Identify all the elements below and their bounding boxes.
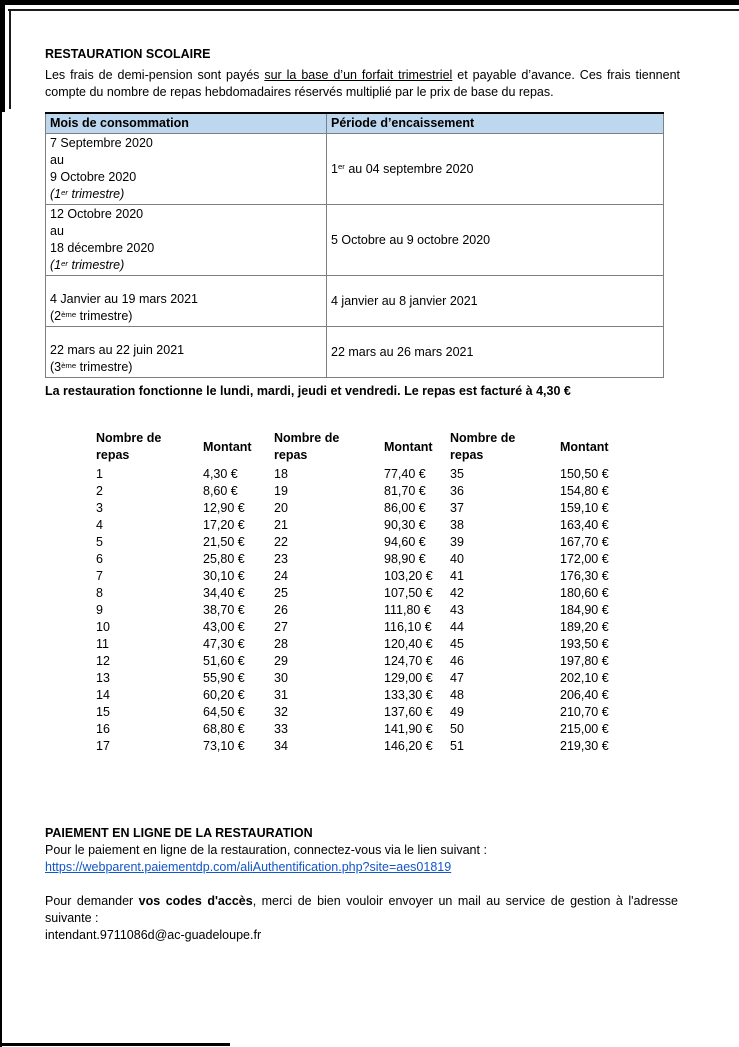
text-segment: trimestre)	[68, 187, 125, 201]
intro-underlined-text: sur la base d’un forfait trimestriel	[264, 68, 453, 82]
repas-count-cell: 6	[96, 552, 103, 566]
repas-count-cell: 33	[274, 722, 288, 736]
scan-border-left	[9, 9, 11, 109]
payment-instruction: Pour le paiement en ligne de la restauration, connectez-vous via le lien suivant :	[45, 843, 487, 857]
montant-cell: 193,50 €	[560, 637, 609, 651]
montant-cell: 68,80 €	[203, 722, 245, 736]
repas-count-cell: 45	[450, 637, 464, 651]
montant-cell: 159,10 €	[560, 501, 609, 515]
repas-count-cell: 5	[96, 535, 103, 549]
montant-cell: 47,30 €	[203, 637, 245, 651]
consommation-cell	[46, 327, 327, 378]
montant-cell: 81,70 €	[384, 484, 426, 498]
repas-count-cell: 1	[96, 467, 103, 481]
consommation-line	[50, 291, 323, 308]
schedule-row	[46, 134, 664, 205]
montant-cell: 150,50 €	[560, 467, 609, 481]
repas-count-cell: 50	[450, 722, 464, 736]
montant-cell: 137,60 €	[384, 705, 433, 719]
repas-count-cell: 29	[274, 654, 288, 668]
codes-text-1: Pour demander	[45, 894, 139, 908]
encaissement-line	[331, 344, 660, 361]
superscript-text: er	[61, 187, 69, 197]
repas-count-cell: 47	[450, 671, 464, 685]
montant-cell: 197,80 €	[560, 654, 609, 668]
price-header-montant: Montant	[560, 439, 609, 454]
repas-count-cell: 26	[274, 603, 288, 617]
consommation-line	[50, 308, 323, 325]
consommation-line	[50, 257, 323, 274]
repas-count-cell: 42	[450, 586, 464, 600]
price-header-nombre-de-repas: Nombre de repas	[96, 431, 162, 462]
repas-count-cell: 19	[274, 484, 288, 498]
text-segment: trimestre)	[76, 360, 133, 374]
scan-edge-top	[0, 0, 739, 5]
scan-border-top	[8, 9, 739, 11]
schedule-header-row	[46, 113, 664, 134]
price-header-montant: Montant	[384, 439, 433, 454]
repas-count-cell: 27	[274, 620, 288, 634]
column-header-mois-de-consommation: Mois de consommation	[46, 113, 327, 134]
repas-count-cell: 14	[96, 688, 110, 702]
montant-cell: 210,70 €	[560, 705, 609, 719]
montant-cell: 98,90 €	[384, 552, 426, 566]
repas-count-cell: 41	[450, 569, 464, 583]
consommation-cell	[46, 205, 327, 276]
repas-count-cell: 3	[96, 501, 103, 515]
montant-cell: 215,00 €	[560, 722, 609, 736]
repas-count-cell: 18	[274, 467, 288, 481]
montant-cell: 129,00 €	[384, 671, 433, 685]
repas-count-cell: 7	[96, 569, 103, 583]
schedule-table-body	[46, 134, 664, 378]
repas-count-cell: 13	[96, 671, 110, 685]
superscript-text: ème	[61, 309, 77, 319]
montant-cell: 60,20 €	[203, 688, 245, 702]
consommation-line	[50, 135, 323, 152]
price-table-header	[96, 430, 680, 464]
text-segment: au	[50, 153, 64, 167]
scan-edge-left	[0, 0, 2, 1047]
text-segment: 4 janvier au 8 janvier 2021	[331, 293, 478, 308]
montant-cell: 163,40 €	[560, 518, 609, 532]
montant-cell: 43,00 €	[203, 620, 245, 634]
consommation-line	[50, 206, 323, 223]
repas-count-cell: 23	[274, 552, 288, 566]
montant-cell: 202,10 €	[560, 671, 609, 685]
encaissement-cell	[327, 276, 664, 327]
montant-cell: 146,20 €	[384, 739, 433, 753]
text-segment: trimestre)	[68, 258, 125, 272]
price-header-cell	[450, 430, 560, 464]
price-header-nombre-de-repas: Nombre de repas	[450, 431, 516, 462]
consommation-line	[50, 240, 323, 257]
text-segment: 9 Octobre 2020	[50, 170, 137, 184]
consommation-line	[50, 223, 323, 240]
text-segment: 22 mars au 22 juin 2021	[50, 343, 185, 357]
text-segment: trimestre)	[76, 309, 133, 323]
montant-cell: 172,00 €	[560, 552, 609, 566]
superscript-text: ème	[61, 360, 77, 370]
price-header-montant: Montant	[203, 439, 252, 454]
text-segment: 22 mars au 26 mars 2021	[331, 344, 474, 359]
repas-count-cell: 35	[450, 467, 464, 481]
montant-cell: 12,90 €	[203, 501, 245, 515]
payment-section	[45, 825, 680, 944]
scan-edge-bottom	[0, 1043, 230, 1046]
montant-cell: 206,40 €	[560, 688, 609, 702]
intro-text-2: et payable d’avance. Ces frais tiennent compte du nombre de repas hebdomadaires réservés multiplié par le prix de base du repas.	[45, 68, 680, 99]
consommation-line	[50, 359, 323, 376]
montant-cell: 55,90 €	[203, 671, 245, 685]
column-header-periode-encaissement: Période d’encaissement	[327, 113, 664, 134]
repas-count-cell: 36	[450, 484, 464, 498]
consommation-cell	[46, 134, 327, 205]
repas-count-cell: 8	[96, 586, 103, 600]
document-content	[45, 46, 680, 944]
encaissement-cell	[327, 205, 664, 276]
text-segment: (1	[50, 258, 62, 272]
payment-portal-link[interactable]: https://webparent.paiementdp.com/aliAuthentification.php?site=aes01819	[45, 860, 452, 874]
montant-cell: 34,40 €	[203, 586, 245, 600]
text-segment: 18 décembre 2020	[50, 241, 155, 255]
intro-text-1: Les frais de demi-pension sont payés	[45, 68, 265, 82]
text-segment: au 04 septembre 2020	[344, 161, 474, 176]
repas-count-cell: 4	[96, 518, 103, 532]
codes-text-2: , merci de bien vouloir envoyer un mail au service de gestion à l'adresse suivante :	[45, 894, 678, 925]
repas-count-cell: 24	[274, 569, 288, 583]
montant-cell: 154,80 €	[560, 484, 609, 498]
montant-cell: 103,20 €	[384, 569, 433, 583]
text-segment: 4 Janvier au 19 mars 2021	[50, 292, 199, 306]
repas-count-cell: 16	[96, 722, 110, 736]
montant-cell: 116,10 €	[384, 620, 432, 634]
schedule-row	[46, 276, 664, 327]
text-segment: 1	[331, 161, 338, 176]
cell-spacer	[50, 277, 323, 291]
montant-cell: 51,60 €	[203, 654, 245, 668]
contact-email: intendant.9711086d@ac-guadeloupe.fr	[45, 928, 262, 942]
montant-cell: 107,50 €	[384, 586, 433, 600]
billing-note: La restauration fonctionne le lundi, mardi, jeudi et vendredi. Le repas est facturé à 4,30 €	[45, 384, 571, 398]
repas-count-cell: 44	[450, 620, 464, 634]
montant-cell: 8,60 €	[203, 484, 238, 498]
montant-cell: 64,50 €	[203, 705, 245, 719]
montant-cell: 176,30 €	[560, 569, 609, 583]
encaissement-line	[331, 293, 660, 310]
section-title-restauration: RESTAURATION SCOLAIRE	[45, 47, 211, 61]
montant-cell: 77,40 €	[384, 467, 426, 481]
text-segment: (3	[50, 360, 62, 374]
repas-count-cell: 9	[96, 603, 103, 617]
text-segment: (2	[50, 309, 62, 323]
montant-cell: 73,10 €	[203, 739, 245, 753]
repas-count-cell: 25	[274, 586, 288, 600]
repas-count-cell: 21	[274, 518, 288, 532]
montant-cell: 120,40 €	[384, 637, 433, 651]
montant-cell: 184,90 €	[560, 603, 609, 617]
repas-count-cell: 22	[274, 535, 288, 549]
repas-count-cell: 31	[274, 688, 288, 702]
text-segment: 5 Octobre au 9 octobre 2020	[331, 232, 491, 247]
intro-paragraph	[45, 67, 680, 101]
montant-cell: 219,30 €	[560, 739, 609, 753]
consommation-line	[50, 342, 323, 359]
text-segment: au	[50, 224, 64, 238]
text-segment: 7 Septembre 2020	[50, 136, 153, 150]
repas-count-cell: 12	[96, 654, 110, 668]
montant-cell: 133,30 €	[384, 688, 433, 702]
encaissement-cell	[327, 134, 664, 205]
access-codes-paragraph	[45, 893, 678, 927]
repas-count-cell: 15	[96, 705, 110, 719]
encaissement-line	[331, 232, 660, 249]
consommation-line	[50, 186, 323, 203]
text-segment: 12 Octobre 2020	[50, 207, 144, 221]
section-title-paiement: PAIEMENT EN LIGNE DE LA RESTAURATION	[45, 826, 313, 840]
repas-count-cell: 2	[96, 484, 103, 498]
montant-cell: 167,70 €	[560, 535, 609, 549]
montant-cell: 17,20 €	[203, 518, 245, 532]
montant-cell: 180,60 €	[560, 586, 609, 600]
repas-count-cell: 39	[450, 535, 464, 549]
repas-count-cell: 40	[450, 552, 464, 566]
consommation-line	[50, 152, 323, 169]
repas-count-cell: 51	[450, 739, 464, 753]
price-header-cell	[274, 430, 384, 464]
montant-cell: 4,30 €	[203, 467, 238, 481]
price-table	[96, 430, 680, 755]
montant-cell: 30,10 €	[203, 569, 245, 583]
repas-count-cell: 30	[274, 671, 288, 685]
repas-count-cell: 32	[274, 705, 288, 719]
montant-cell: 111,80 €	[384, 603, 431, 617]
montant-cell: 38,70 €	[203, 603, 245, 617]
schedule-row	[46, 205, 664, 276]
repas-count-cell: 20	[274, 501, 288, 515]
repas-count-cell: 28	[274, 637, 288, 651]
cell-spacer	[50, 328, 323, 342]
montant-cell: 94,60 €	[384, 535, 426, 549]
encaissement-line	[331, 161, 660, 178]
montant-cell: 86,00 €	[384, 501, 426, 515]
repas-count-cell: 49	[450, 705, 464, 719]
montant-cell: 25,80 €	[203, 552, 245, 566]
text-segment: (1	[50, 187, 62, 201]
consommation-cell	[46, 276, 327, 327]
montant-cell: 90,30 €	[384, 518, 426, 532]
superscript-text: er	[337, 162, 345, 172]
price-header-nombre-de-repas: Nombre de repas	[274, 431, 340, 462]
schedule-table	[45, 112, 664, 378]
repas-count-cell: 37	[450, 501, 464, 515]
montant-cell: 189,20 €	[560, 620, 609, 634]
repas-count-cell: 43	[450, 603, 464, 617]
montant-cell: 141,90 €	[384, 722, 433, 736]
consommation-line	[50, 169, 323, 186]
repas-count-cell: 34	[274, 739, 288, 753]
price-table-body	[96, 466, 680, 755]
repas-count-cell: 48	[450, 688, 464, 702]
repas-count-cell: 17	[96, 739, 110, 753]
price-header-cell	[96, 430, 203, 464]
montant-cell: 124,70 €	[384, 654, 433, 668]
schedule-row	[46, 327, 664, 378]
encaissement-cell	[327, 327, 664, 378]
superscript-text: er	[61, 258, 69, 268]
codes-bold-text: vos codes d'accès	[138, 894, 253, 908]
repas-count-cell: 46	[450, 654, 464, 668]
repas-count-cell: 38	[450, 518, 464, 532]
repas-count-cell: 11	[96, 637, 109, 651]
montant-cell: 21,50 €	[203, 535, 245, 549]
repas-count-cell: 10	[96, 620, 110, 634]
